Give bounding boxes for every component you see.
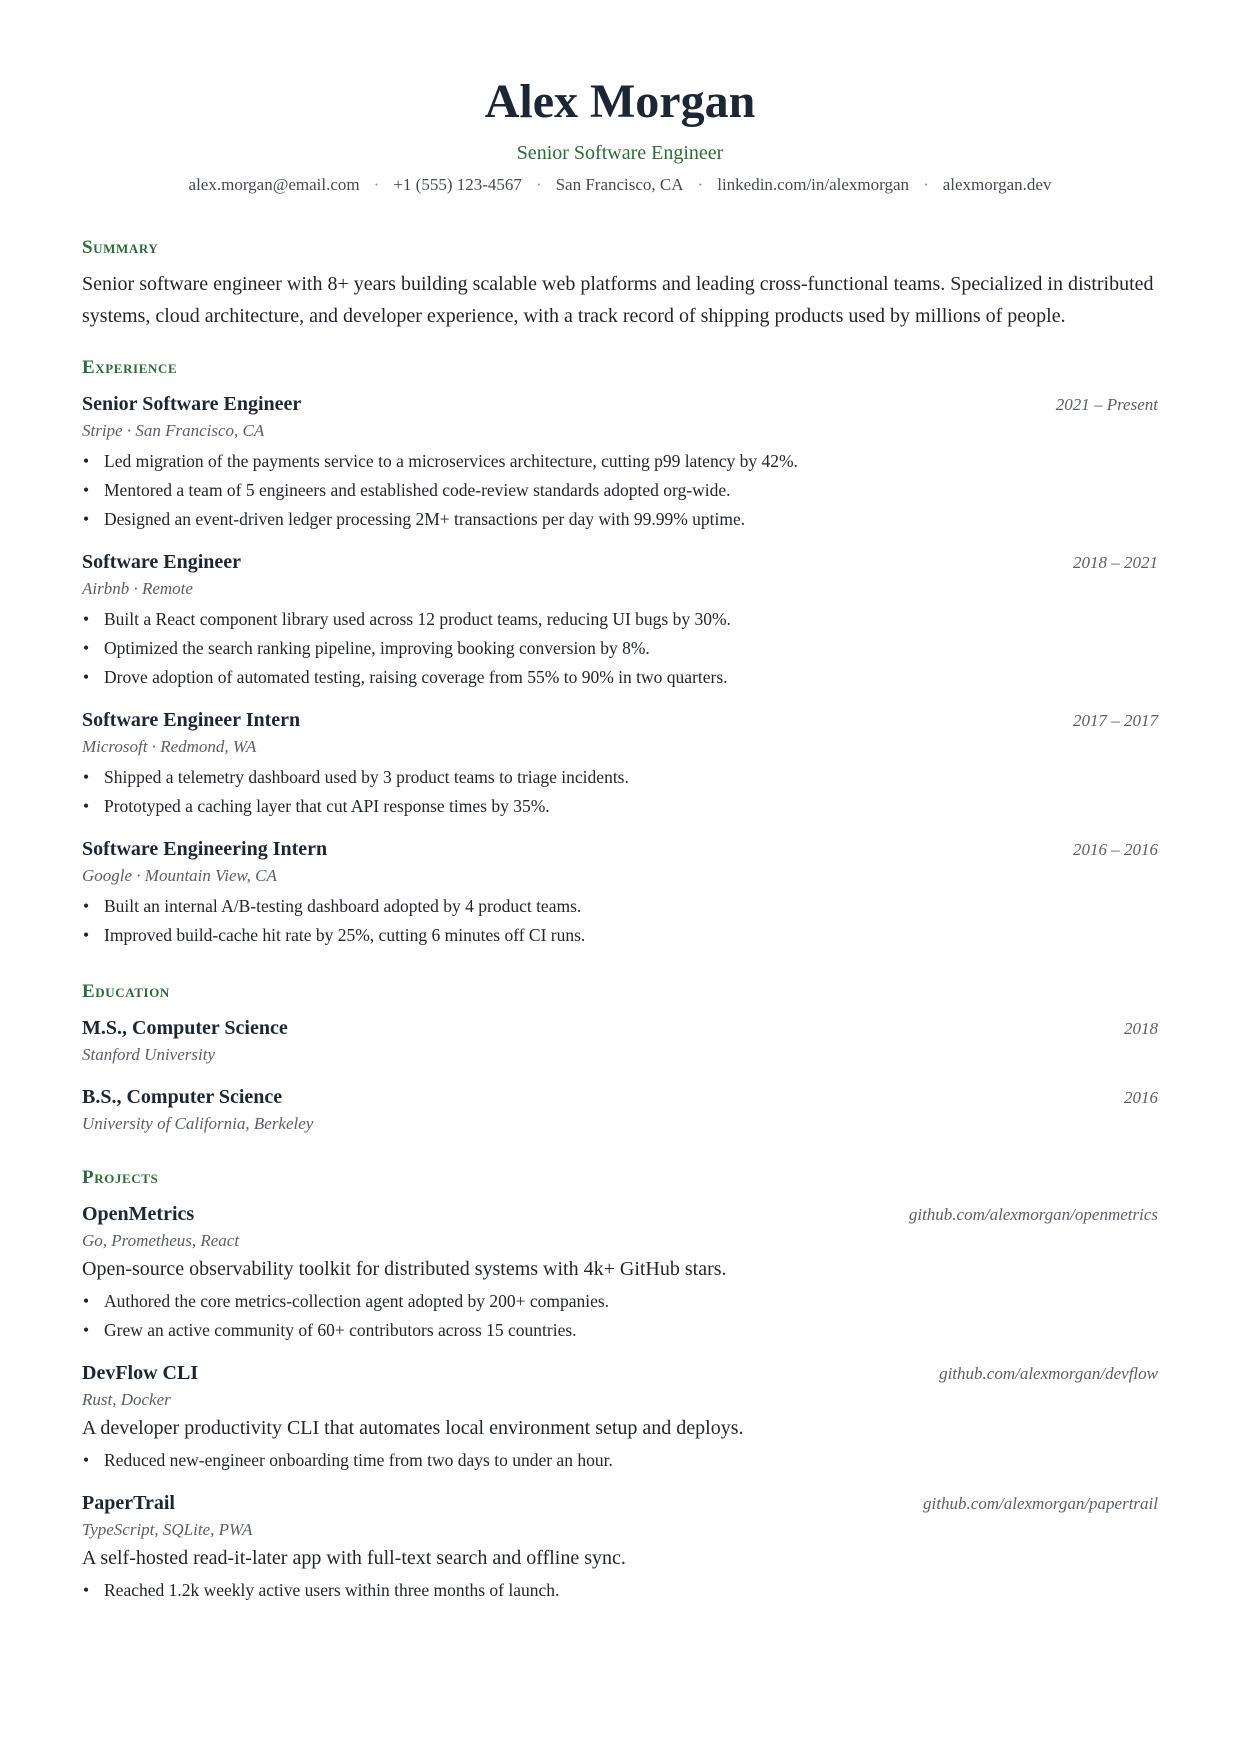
job-dates: 2021 – Present <box>1055 395 1158 414</box>
project-tech: Rust, Docker <box>82 1390 171 1409</box>
bullet-item: • Built an internal A/B-testing dashboard adopted by 4 product teams. <box>82 892 1158 921</box>
project-bullets <box>82 1446 1158 1475</box>
bullet-item: • Drove adoption of automated testing, raising coverage from 55% to 90% in two quarters. <box>82 663 1158 692</box>
job-title: Senior Software Engineer <box>82 393 302 415</box>
bullet-item: • Prototyped a caching layer that cut API response times by 35%. <box>82 792 1158 821</box>
project-description: A developer productivity CLI that automates local environment setup and deploys. <box>82 1417 744 1439</box>
projects-heading: Projects <box>82 1167 159 1188</box>
job-bullets <box>82 605 1158 692</box>
job-title: Software Engineer <box>82 551 242 573</box>
contact-separator: · <box>923 175 929 194</box>
project-bullets <box>82 1576 1158 1605</box>
project-title: PaperTrail <box>82 1492 175 1514</box>
project-bullets <box>82 1287 1158 1345</box>
contact-separator: · <box>535 175 542 194</box>
job-dates: 2017 – 2017 <box>1073 711 1158 730</box>
degree-year: 2016 <box>1124 1088 1158 1107</box>
job-dates: 2018 – 2021 <box>1073 553 1158 572</box>
experience-entry <box>82 835 1158 950</box>
education-entry <box>82 1014 1158 1067</box>
project-tech: Go, Prometheus, React <box>82 1231 240 1250</box>
experience-entry <box>82 548 1158 692</box>
school-name: University of California, Berkeley <box>82 1114 314 1133</box>
project-tech: TypeScript, SQLite, PWA <box>82 1520 253 1539</box>
project-title: DevFlow CLI <box>82 1362 199 1384</box>
contact-separator: · <box>373 175 380 194</box>
resume-page <box>82 0 1158 1605</box>
contact-email[interactable]: alex.morgan@email.com <box>188 175 360 194</box>
bullet-item: • Reached 1.2k weekly active users within three months of launch. <box>82 1576 1158 1605</box>
project-entry <box>82 1489 1158 1605</box>
job-company: Stripe · San Francisco, CA <box>82 421 265 440</box>
resume-header <box>82 0 1158 196</box>
experience-list <box>82 390 1158 950</box>
bullet-item: • Built a React component library used across 12 product teams, reducing UI bugs by 30%. <box>82 605 1158 634</box>
contact-website[interactable]: alexmorgan.dev <box>942 175 1052 194</box>
contact-separator: · <box>697 175 704 194</box>
candidate-role: Senior Software Engineer <box>516 142 724 164</box>
contact-linkedin[interactable]: linkedin.com/in/alexmorgan <box>717 175 910 194</box>
education-entry <box>82 1083 1158 1136</box>
project-link[interactable]: github.com/alexmorgan/papertrail <box>923 1494 1158 1513</box>
job-company: Google · Mountain View, CA <box>82 866 277 885</box>
experience-heading: Experience <box>82 357 178 378</box>
bullet-item: • Improved build-cache hit rate by 25%, cutting 6 minutes off CI runs. <box>82 921 1158 950</box>
projects-list <box>82 1200 1158 1605</box>
experience-entry <box>82 706 1158 821</box>
job-title: Software Engineer Intern <box>82 709 301 731</box>
school-name: Stanford University <box>82 1045 215 1064</box>
contact-location: San Francisco, CA <box>555 175 684 194</box>
bullet-item: • Reduced new-engineer onboarding time from two days to under an hour. <box>82 1446 1158 1475</box>
bullet-item: • Authored the core metrics-collection agent adopted by 200+ companies. <box>82 1287 1158 1316</box>
project-link[interactable]: github.com/alexmorgan/devflow <box>939 1364 1158 1383</box>
project-description: A self-hosted read-it-later app with full-text search and offline sync. <box>82 1547 626 1569</box>
bullet-item: • Optimized the search ranking pipeline, improving booking conversion by 8%. <box>82 634 1158 663</box>
education-list <box>82 1014 1158 1136</box>
bullet-item: • Led migration of the payments service to a microservices architecture, cutting p99 latency by 42%. <box>82 447 1158 476</box>
bullet-item: • Designed an event-driven ledger processing 2M+ transactions per day with 99.99% uptime. <box>82 505 1158 534</box>
contact-line <box>82 174 1158 196</box>
candidate-name: Alex Morgan <box>484 75 756 128</box>
project-entry <box>82 1200 1158 1345</box>
job-company: Airbnb · Remote <box>82 579 193 598</box>
job-title: Software Engineering Intern <box>82 838 328 860</box>
education-heading: Education <box>82 981 170 1002</box>
job-dates: 2016 – 2016 <box>1073 840 1158 859</box>
degree-title: B.S., Computer Science <box>82 1086 283 1108</box>
project-entry <box>82 1359 1158 1475</box>
summary-heading: Summary <box>82 237 159 258</box>
experience-entry <box>82 390 1158 534</box>
project-title: OpenMetrics <box>82 1203 195 1225</box>
degree-title: M.S., Computer Science <box>82 1017 288 1039</box>
contact-phone[interactable]: +1 (555) 123-4567 <box>393 175 522 194</box>
bullet-item: • Mentored a team of 5 engineers and established code-review standards adopted org-wide. <box>82 476 1158 505</box>
job-company: Microsoft · Redmond, WA <box>82 737 257 756</box>
bullet-item: • Grew an active community of 60+ contributors across 15 countries. <box>82 1316 1158 1345</box>
job-bullets <box>82 892 1158 950</box>
project-link[interactable]: github.com/alexmorgan/openmetrics <box>908 1205 1158 1224</box>
project-description: Open-source observability toolkit for distributed systems with 4k+ GitHub stars. <box>82 1258 727 1280</box>
bullet-item: • Shipped a telemetry dashboard used by 3 product teams to triage incidents. <box>82 763 1158 792</box>
summary-text: Senior software engineer with 8+ years building scalable web platforms and leading cross-functional teams. Specialized in distributed systems, cloud architecture, and developer experience, with a track record of shipping products used by millions of people. <box>82 273 1154 327</box>
job-bullets <box>82 447 1158 534</box>
degree-year: 2018 <box>1124 1019 1158 1038</box>
job-bullets <box>82 763 1158 821</box>
